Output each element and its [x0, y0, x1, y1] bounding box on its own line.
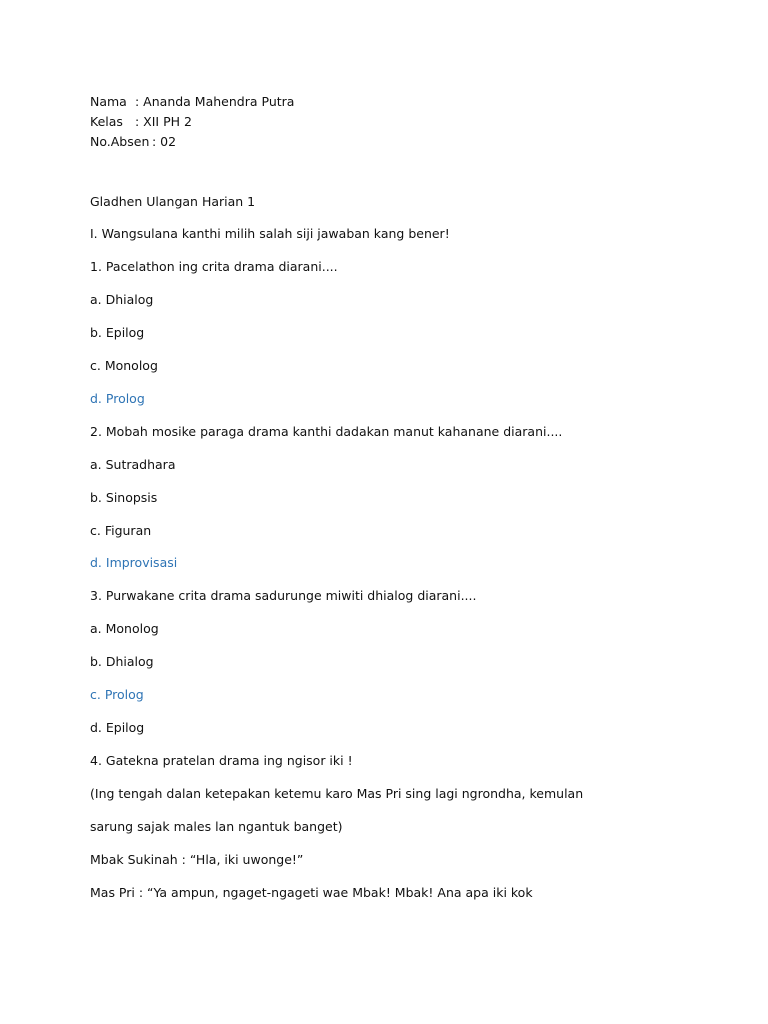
q4-dialog-2: Mas Pri : “Ya ampun, ngaget-ngageti wae Mbak! Mbak! Ana apa iki kok [90, 885, 533, 900]
header-nama [90, 94, 294, 110]
q3-question: 3. Purwakane crita drama sadurunge miwiti dhialog diarani.... [90, 588, 477, 603]
q1-option-a: a. Dhialog [90, 292, 154, 307]
q1-option-d-answer: d. Prolog [90, 391, 145, 406]
q1-option-b: b. Epilog [90, 325, 145, 340]
absen-label: No.Absen [90, 134, 150, 149]
nama-value: : Ananda Mahendra Putra [135, 94, 295, 109]
q4-passage-line-2: sarung sajak males lan ngantuk banget) [90, 819, 343, 834]
q3-option-d: d. Epilog [90, 720, 145, 735]
q3-option-b: b. Dhialog [90, 654, 154, 669]
q2-option-b: b. Sinopsis [90, 490, 158, 505]
kelas-value: : XII PH 2 [135, 114, 192, 129]
q3-option-c-answer: c. Prolog [90, 687, 144, 702]
instruction: I. Wangsulana kanthi milih salah siji jawaban kang bener! [90, 226, 450, 241]
q4-passage-line-1: (Ing tengah dalan ketepakan ketemu karo Mas Pri sing lagi ngrondha, kemulan [90, 786, 584, 801]
q1-question: 1. Pacelathon ing crita drama diarani.... [90, 259, 338, 274]
q2-question: 2. Mobah mosike paraga drama kanthi dadakan manut kahanane diarani.... [90, 424, 563, 439]
page-title: Gladhen Ulangan Harian 1 [90, 194, 256, 209]
kelas-label: Kelas [90, 114, 123, 129]
absen-value: : 02 [152, 134, 177, 149]
q4-question: 4. Gatekna pratelan drama ing ngisor iki ! [90, 753, 353, 768]
q3-option-a: a. Monolog [90, 621, 159, 636]
nama-label: Nama [90, 94, 127, 109]
header-absen [90, 134, 176, 150]
q2-option-d-answer: d. Improvisasi [90, 555, 178, 570]
q2-option-a: a. Sutradhara [90, 457, 176, 472]
q2-option-c: c. Figuran [90, 523, 152, 538]
header-kelas [90, 114, 192, 130]
q4-dialog-1: Mbak Sukinah : “Hla, iki uwonge!” [90, 852, 304, 867]
q1-option-c: c. Monolog [90, 358, 158, 373]
